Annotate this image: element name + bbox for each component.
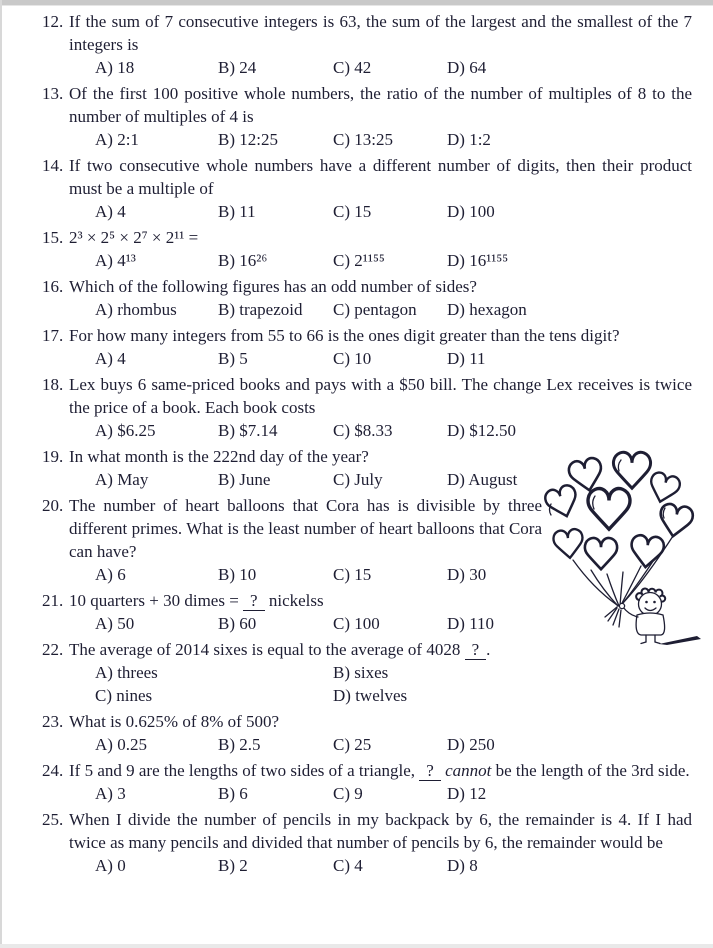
question-12 [42, 10, 692, 79]
option-b: B) 6 [218, 784, 248, 803]
question-25 [42, 808, 692, 877]
options-row [95, 854, 692, 877]
question-text: Of the first 100 positive whole numbers, the ratio of the number of multiples of 8 to the number of multiples of 4 is [69, 84, 692, 126]
option-b: B) $7.14 [218, 421, 278, 440]
child-body [636, 613, 665, 635]
option-b: B) 2.5 [218, 735, 261, 754]
question-text-part: be the length of the 3rd side. [491, 761, 690, 780]
question-number: 13. [42, 84, 64, 103]
heart-balloon-icon [543, 483, 581, 521]
question-17 [42, 324, 692, 370]
heart-balloon-icon [585, 538, 617, 569]
option-a: A) threes [95, 663, 158, 682]
page-top-edge [0, 0, 713, 6]
question-text: If the sum of 7 consecutive integers is 63, the sum of the largest and the smallest of the 7 integers is [69, 12, 692, 54]
option-d: D) 64 [447, 58, 487, 77]
question-number: 19. [42, 447, 64, 466]
heart-balloon-icon [646, 471, 682, 506]
option-c: C) 9 [333, 784, 363, 803]
child-eye [645, 601, 648, 604]
options-row [95, 782, 692, 805]
options-row [95, 419, 692, 442]
options-row [95, 347, 692, 370]
option-a: A) 4 [95, 349, 126, 368]
question-text: If two consecutive whole numbers have a different number of digits, then their product must be a multiple of [69, 156, 692, 198]
option-b: B) 60 [218, 614, 257, 633]
child-eye [653, 601, 656, 604]
heart-balloon-icon [629, 534, 664, 568]
option-d: D) 250 [447, 735, 495, 754]
question-number: 18. [42, 375, 64, 394]
option-b: B) 11 [218, 202, 256, 221]
child-legs [646, 635, 655, 642]
option-d: D) 16¹¹⁵⁵ [447, 251, 509, 270]
question-text: What is 0.625% of 8% of 500? [69, 712, 280, 731]
option-c: C) pentagon [333, 300, 417, 319]
question-text: When I divide the number of pencils in my backpack by 6, the remainder is 4. If I had twice as many pencils and divided that number of pencils by 6, the remainder would be [69, 810, 692, 852]
answer-blank: ? [243, 591, 265, 611]
child-hand [619, 603, 624, 608]
balloon-cluster [543, 452, 694, 569]
question-13 [42, 82, 692, 151]
option-b: B) 12:25 [218, 130, 278, 149]
answer-blank: ? [465, 640, 487, 660]
question-text: For how many integers from 55 to 66 is the ones digit greater than the tens digit? [69, 326, 620, 345]
option-d: D) 8 [447, 856, 478, 875]
option-d: D) 110 [447, 614, 495, 633]
child-figure [619, 589, 701, 645]
question-number: 14. [42, 156, 64, 175]
question-text: Lex buys 6 same-priced books and pays with a $50 bill. The change Lex receives is twice the price of a book. Each book costs [69, 375, 692, 417]
option-b: B) June [218, 470, 271, 489]
options-row [95, 733, 692, 756]
option-d: D) 1:2 [447, 130, 491, 149]
question-text-part: The average of 2014 sixes is equal to the average of 4028 [69, 640, 461, 659]
question-18 [42, 373, 692, 442]
question-14 [42, 154, 692, 223]
italic-word: cannot [445, 761, 492, 780]
option-c: C) 100 [333, 614, 380, 633]
heart-balloons-illustration-svg [533, 448, 707, 646]
child-head [639, 593, 662, 616]
question-text: The number of heart balloons that Cora has is divisible by three different primes. What is the least number of heart balloons that Cora can have? [69, 496, 542, 561]
option-c: C) 10 [333, 349, 372, 368]
option-c: C) 2¹¹⁵⁵ [333, 251, 385, 270]
option-c: C) 13:25 [333, 130, 393, 149]
page-bottom-edge [0, 944, 713, 948]
option-c: C) 25 [333, 735, 372, 754]
option-c: C) 15 [333, 565, 372, 584]
question-text: In what month is the 222nd day of the year? [69, 447, 369, 466]
option-b: B) sixes [333, 663, 389, 682]
options-row [95, 128, 692, 151]
option-a: A) May [95, 470, 149, 489]
option-d: D) $12.50 [447, 421, 516, 440]
option-a: A) 4¹³ [95, 251, 136, 270]
option-d: D) August [447, 470, 518, 489]
heart-balloon-icon [657, 503, 694, 539]
option-a: A) rhombus [95, 300, 177, 319]
question-text: 2³ × 2⁵ × 2⁷ × 2¹¹ = [69, 228, 199, 247]
question-text-part: . [486, 640, 491, 659]
option-d: D) twelves [333, 686, 408, 705]
option-c: C) 42 [333, 58, 372, 77]
question-text-part: 10 quarters + 30 dimes = [69, 591, 239, 610]
question-22 [42, 638, 692, 707]
question-number: 24. [42, 761, 64, 780]
option-a: A) 4 [95, 202, 126, 221]
option-a: A) $6.25 [95, 421, 156, 440]
question-number: 20. [42, 496, 64, 515]
question-16 [42, 275, 692, 321]
option-b: B) 2 [218, 856, 248, 875]
heart-balloon-icon [553, 528, 585, 559]
option-b: B) trapezoid [218, 300, 303, 319]
question-number: 21. [42, 591, 64, 610]
options-row [95, 56, 692, 79]
option-a: A) 18 [95, 58, 135, 77]
answer-blank: ? [419, 761, 441, 781]
option-b: B) 16²⁶ [218, 251, 268, 270]
heart-balloons-clipart [533, 448, 707, 646]
option-c: C) 15 [333, 202, 372, 221]
child-arm [623, 607, 638, 617]
options-row [95, 200, 692, 223]
child-feet [641, 642, 660, 644]
option-d: D) 11 [447, 349, 486, 368]
options-row [95, 661, 692, 707]
option-c: C) $8.33 [333, 421, 393, 440]
option-c: C) nines [95, 686, 153, 705]
balloon-highlight [550, 504, 552, 515]
question-number: 23. [42, 712, 64, 731]
question-number: 17. [42, 326, 64, 345]
question-text [69, 759, 692, 782]
questions-list [42, 10, 692, 880]
question-number: 12. [42, 12, 64, 31]
option-a: A) 3 [95, 784, 126, 803]
page-left-edge [0, 0, 2, 948]
option-a: A) 50 [95, 614, 135, 633]
option-a: A) 0.25 [95, 735, 147, 754]
option-d: D) hexagon [447, 300, 527, 319]
question-text-part: nickelss [264, 591, 324, 610]
option-b: B) 10 [218, 565, 257, 584]
option-a: A) 2:1 [95, 130, 139, 149]
option-c: C) July [333, 470, 383, 489]
option-c: C) 4 [333, 856, 363, 875]
question-number: 25. [42, 810, 64, 829]
question-24 [42, 759, 692, 805]
options-row [95, 249, 692, 272]
option-a: A) 0 [95, 856, 126, 875]
question-15 [42, 226, 692, 272]
question-number: 16. [42, 277, 64, 296]
option-b: B) 24 [218, 58, 257, 77]
question-23 [42, 710, 692, 756]
option-d: D) 12 [447, 784, 487, 803]
options-row [95, 298, 692, 321]
question-number: 22. [42, 640, 64, 659]
question-text-part: If 5 and 9 are the lengths of two sides of a triangle, [69, 761, 416, 780]
option-a: A) 6 [95, 565, 126, 584]
option-d: D) 30 [447, 565, 487, 584]
question-text [69, 589, 542, 612]
ground-shadow [659, 636, 701, 645]
question-text: Which of the following figures has an odd number of sides? [69, 277, 477, 296]
question-number: 15. [42, 228, 64, 247]
option-d: D) 100 [447, 202, 495, 221]
option-b: B) 5 [218, 349, 248, 368]
